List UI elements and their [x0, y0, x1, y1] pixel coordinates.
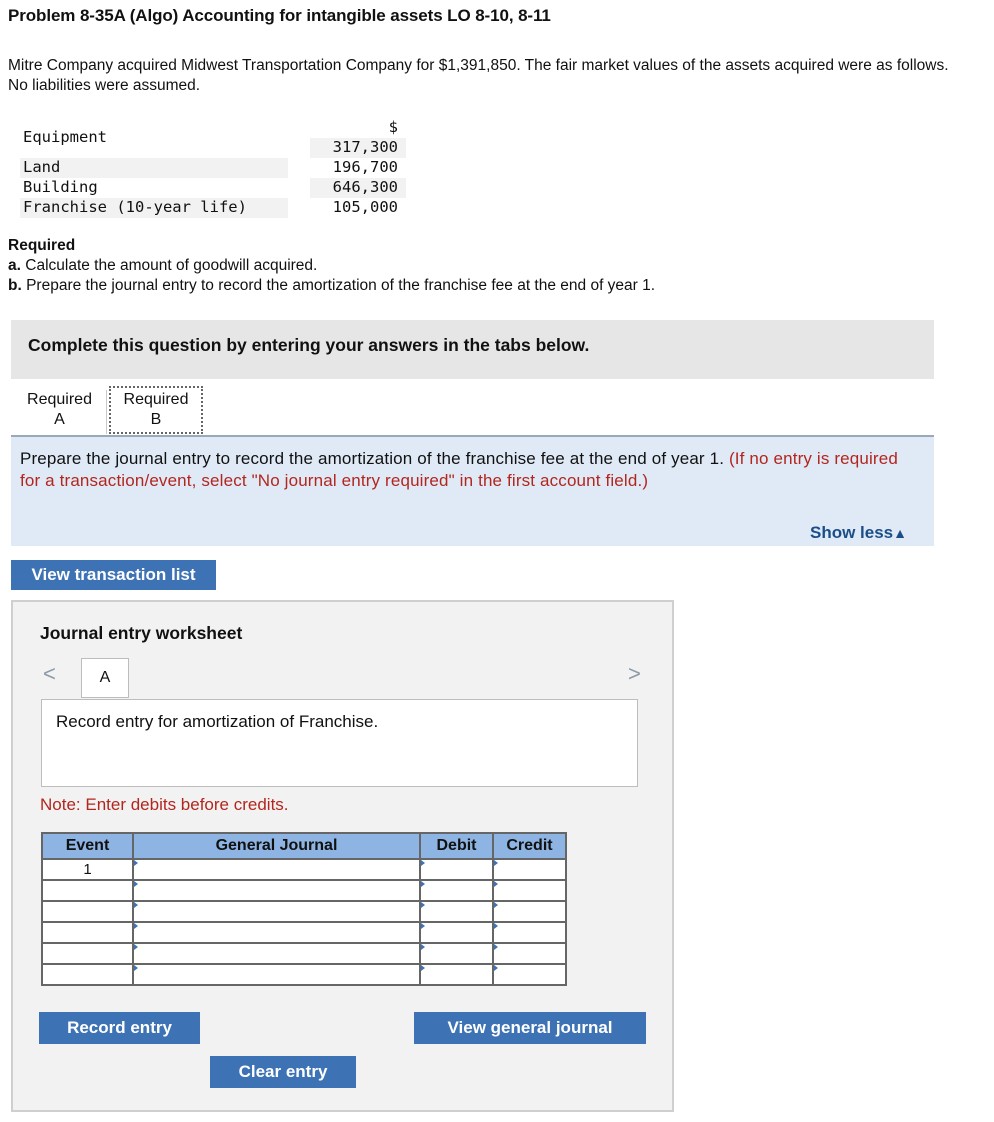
event-tab-a[interactable]: A [81, 658, 129, 698]
panel-text [20, 448, 920, 492]
table-row [42, 922, 566, 943]
chevron-left-icon[interactable]: < [43, 661, 56, 686]
instructions-banner [11, 320, 934, 379]
table-row [42, 859, 566, 880]
asset-name: Franchise (10-year life) [20, 198, 288, 218]
question-panel [11, 437, 934, 546]
table-row [42, 880, 566, 901]
account-input[interactable] [133, 964, 420, 985]
debit-input[interactable] [420, 859, 493, 880]
event-cell [42, 880, 133, 901]
record-entry-button[interactable]: Record entry [39, 1012, 200, 1044]
col-header-event: Event [42, 833, 133, 859]
entry-note: Note: Enter debits before credits. [40, 795, 289, 814]
col-header-general-journal: General Journal [133, 833, 420, 859]
view-transaction-list-button[interactable]: View transaction list [11, 560, 216, 590]
required-a-text: Calculate the amount of goodwill acquired. [25, 257, 318, 274]
debit-input[interactable] [420, 880, 493, 901]
tab-required-b[interactable] [109, 386, 203, 434]
credit-input[interactable] [493, 880, 566, 901]
required-section [8, 236, 655, 296]
table-row [42, 964, 566, 985]
clear-entry-button[interactable]: Clear entry [210, 1056, 356, 1088]
account-input[interactable] [133, 943, 420, 964]
event-cell [42, 922, 133, 943]
event-cell [42, 901, 133, 922]
asset-value: 105,000 [332, 198, 398, 216]
event-cell: 1 [42, 859, 133, 880]
col-header-credit: Credit [493, 833, 566, 859]
credit-input[interactable] [493, 922, 566, 943]
view-general-journal-button[interactable]: View general journal [414, 1012, 646, 1044]
debit-input[interactable] [420, 922, 493, 943]
chevron-right-icon[interactable]: > [628, 661, 641, 686]
tab-label-line1: Required [123, 391, 189, 408]
tab-required-a[interactable] [13, 390, 107, 434]
asset-name: Land [20, 158, 288, 178]
account-input[interactable] [133, 901, 420, 922]
asset-name: Building [23, 178, 98, 196]
triangle-up-icon: ▲ [893, 525, 907, 541]
show-less-label: Show less [810, 523, 894, 542]
required-b-label: b. [8, 277, 22, 294]
event-cell [42, 964, 133, 985]
entry-description-box [41, 699, 638, 787]
show-less-toggle[interactable] [810, 523, 907, 543]
credit-input[interactable] [493, 943, 566, 964]
tab-label-line1: Required [27, 391, 92, 408]
tab-label-line2: A [54, 411, 65, 428]
asset-value: 317,300 [310, 138, 406, 158]
debit-input[interactable] [420, 943, 493, 964]
account-input[interactable] [133, 922, 420, 943]
required-heading: Required [8, 237, 76, 254]
asset-value: 196,700 [332, 158, 398, 176]
journal-entry-table [41, 832, 567, 986]
account-input[interactable] [133, 880, 420, 901]
debit-input[interactable] [420, 964, 493, 985]
required-a-label: a. [8, 257, 21, 274]
debit-input[interactable] [420, 901, 493, 922]
panel-hint: (If no entry is required for a transaction/event, select "No journal entry required" in the first account field.) [20, 449, 898, 490]
worksheet-title: Journal entry worksheet [40, 623, 243, 643]
currency-symbol: $ [388, 118, 398, 136]
credit-input[interactable] [493, 901, 566, 922]
panel-instruction: Prepare the journal entry to record the amortization of the franchise fee at the end of year 1. [20, 449, 725, 468]
asset-value: 646,300 [310, 178, 406, 198]
col-header-debit: Debit [420, 833, 493, 859]
table-row [42, 901, 566, 922]
asset-name: Equipment [23, 128, 107, 146]
problem-intro: Mitre Company acquired Midwest Transportation Company for $1,391,850. The fair market values of the assets acquired were as follows. No liabilities were assumed. [8, 57, 949, 94]
required-b-text: Prepare the journal entry to record the amortization of the franchise fee at the end of year 1. [26, 277, 656, 294]
banner-text: Complete this question by entering your answers in the tabs below. [28, 335, 590, 355]
entry-description: Record entry for amortization of Franchise. [56, 712, 379, 731]
event-cell [42, 943, 133, 964]
account-input[interactable] [133, 859, 420, 880]
tab-label-line2: B [150, 411, 162, 428]
credit-input[interactable] [493, 859, 566, 880]
problem-title: Problem 8-35A (Algo) Accounting for intangible assets LO 8-10, 8-11 [8, 6, 551, 25]
table-row [42, 943, 566, 964]
credit-input[interactable] [493, 964, 566, 985]
